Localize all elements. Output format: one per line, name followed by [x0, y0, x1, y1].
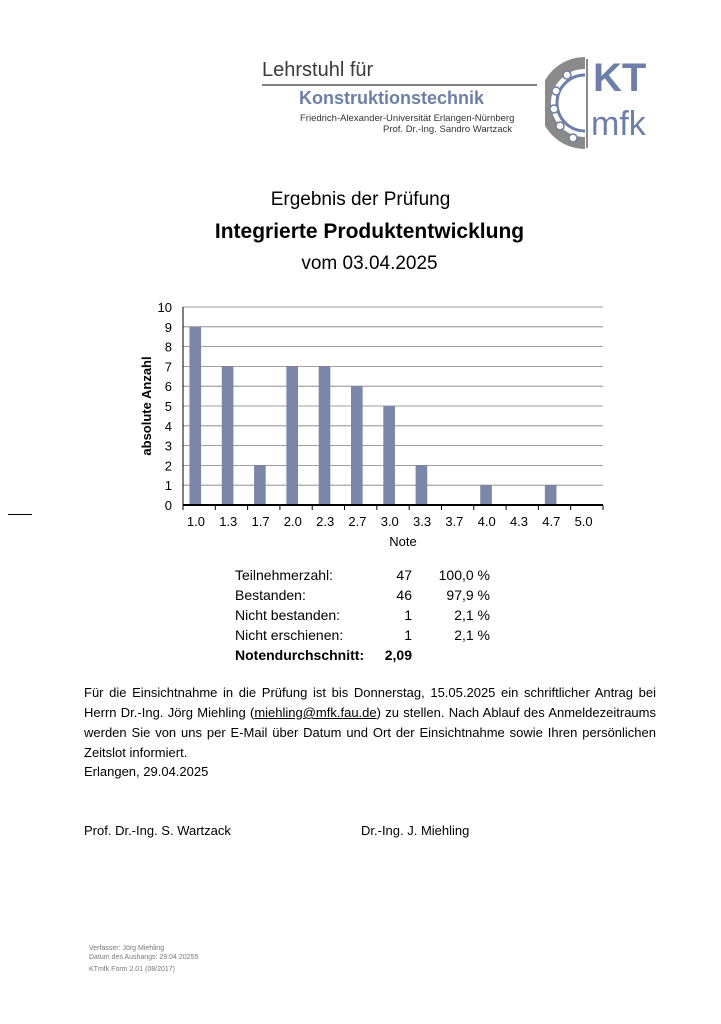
chair-name-line2: Konstruktionstechnik	[299, 88, 485, 108]
place-date: Erlangen, 29.04.2025	[84, 764, 209, 779]
x-tick-label: 4.3	[509, 514, 529, 529]
bar-1.7	[254, 465, 266, 505]
bar-4.0	[480, 485, 492, 505]
margin-mark	[8, 514, 32, 515]
bar-1.3	[222, 366, 234, 505]
bar-3.0	[383, 406, 395, 505]
y-tick-label: 6	[164, 379, 172, 395]
y-tick-label: 8	[164, 339, 172, 355]
x-tick-label: 2.7	[348, 514, 367, 529]
header-divider	[262, 84, 537, 86]
grade-distribution-chart	[130, 296, 620, 556]
ktmfk-logo	[545, 55, 665, 150]
footer-form-id: KTmfk Form 2.01 (08/2017)	[89, 966, 175, 973]
signature-miehling: Dr.-Ing. J. Miehling	[361, 823, 470, 838]
logo-text-top: KT	[593, 56, 647, 100]
logo-text-bottom: mfk	[591, 105, 646, 143]
x-tick-label: 2.0	[283, 514, 302, 529]
stat-label-absent: Nicht erschienen:	[235, 627, 344, 643]
x-tick-label: 1.3	[219, 514, 238, 529]
bar-2.7	[351, 386, 363, 505]
bar-2.3	[319, 366, 331, 505]
x-tick-label: 1.0	[186, 514, 205, 529]
bar-3.3	[416, 465, 428, 505]
notice-text-end: ) zu stellen. Nach Ablauf des Anmeldezeitraums werden Sie von uns per E-Mail über Datum und Ort der Einsichtnahme sowie Ihren persönlichen Zeitslot informiert.	[84, 705, 656, 760]
bar-2.0	[286, 366, 298, 505]
x-tick-label: 4.0	[477, 514, 496, 529]
signature-wartzack: Prof. Dr.-Ing. S. Wartzack	[84, 823, 231, 838]
x-axis-title: Note	[389, 534, 417, 549]
chair-name-line1: Lehrstuhl für	[262, 59, 374, 81]
bar-1.0	[189, 327, 201, 505]
x-tick-label: 2.3	[316, 514, 335, 529]
x-tick-label: 3.7	[445, 514, 464, 529]
stat-pct-absent: 2,1 %	[454, 627, 490, 643]
stat-pct-failed: 2,1 %	[454, 607, 490, 623]
university-name: Friedrich-Alexander-Universität Erlangen-Nürnberg	[300, 113, 515, 124]
y-axis-title: absolute Anzahl	[139, 356, 154, 456]
stat-pct-participants: 100,0 %	[438, 567, 490, 583]
exam-date: vom 03.04.2025	[301, 253, 438, 274]
y-tick-label: 10	[157, 300, 172, 315]
stat-count-participants: 47	[396, 567, 412, 583]
stat-count-failed: 1	[404, 607, 412, 623]
stat-count-passed: 46	[396, 587, 412, 603]
stat-label-passed: Bestanden:	[235, 587, 306, 603]
x-tick-label: 4.7	[542, 514, 561, 529]
average-value: 2,09	[384, 647, 412, 663]
notice-text-start: Für die Einsichtnahme in die Prüfung ist bis Donnerstag, 15.05.2025 ein schriftlicher Antrag bei Herrn Dr.-Ing. Jörg Miehling (	[84, 685, 656, 720]
page-subtitle: Ergebnis der Prüfung	[270, 189, 451, 210]
y-tick-label: 3	[164, 438, 172, 454]
average-label: Notendurchschnitt:	[235, 647, 365, 663]
x-tick-label: 1.7	[251, 514, 270, 529]
footer-author: Verfasser: Jörg Miehling	[89, 945, 165, 952]
stat-count-absent: 1	[404, 627, 412, 643]
stat-pct-passed: 97,9 %	[446, 587, 490, 603]
stat-label-failed: Nicht bestanden:	[235, 607, 341, 623]
y-tick-label: 2	[164, 458, 172, 474]
y-tick-label: 7	[164, 359, 172, 375]
y-tick-label: 0	[164, 498, 172, 513]
email-link[interactable]: miehling@mfk.fau.de	[254, 705, 377, 720]
footer-posted-date: Datum des Aushangs: 29.04.20255	[89, 954, 199, 961]
x-tick-label: 5.0	[574, 514, 593, 529]
bar-4.7	[545, 485, 557, 505]
y-tick-label: 1	[164, 478, 172, 494]
y-tick-label: 9	[164, 319, 172, 335]
y-tick-label: 4	[164, 418, 172, 434]
professor-name: Prof. Dr.-Ing. Sandro Wartzack	[383, 124, 512, 135]
x-tick-label: 3.0	[380, 514, 399, 529]
inspection-notice	[84, 683, 656, 763]
x-tick-label: 3.3	[413, 514, 432, 529]
page-title: Integrierte Produktentwicklung	[214, 220, 525, 243]
stat-label-participants: Teilnehmerzahl:	[235, 567, 334, 583]
y-tick-label: 5	[164, 399, 172, 414]
